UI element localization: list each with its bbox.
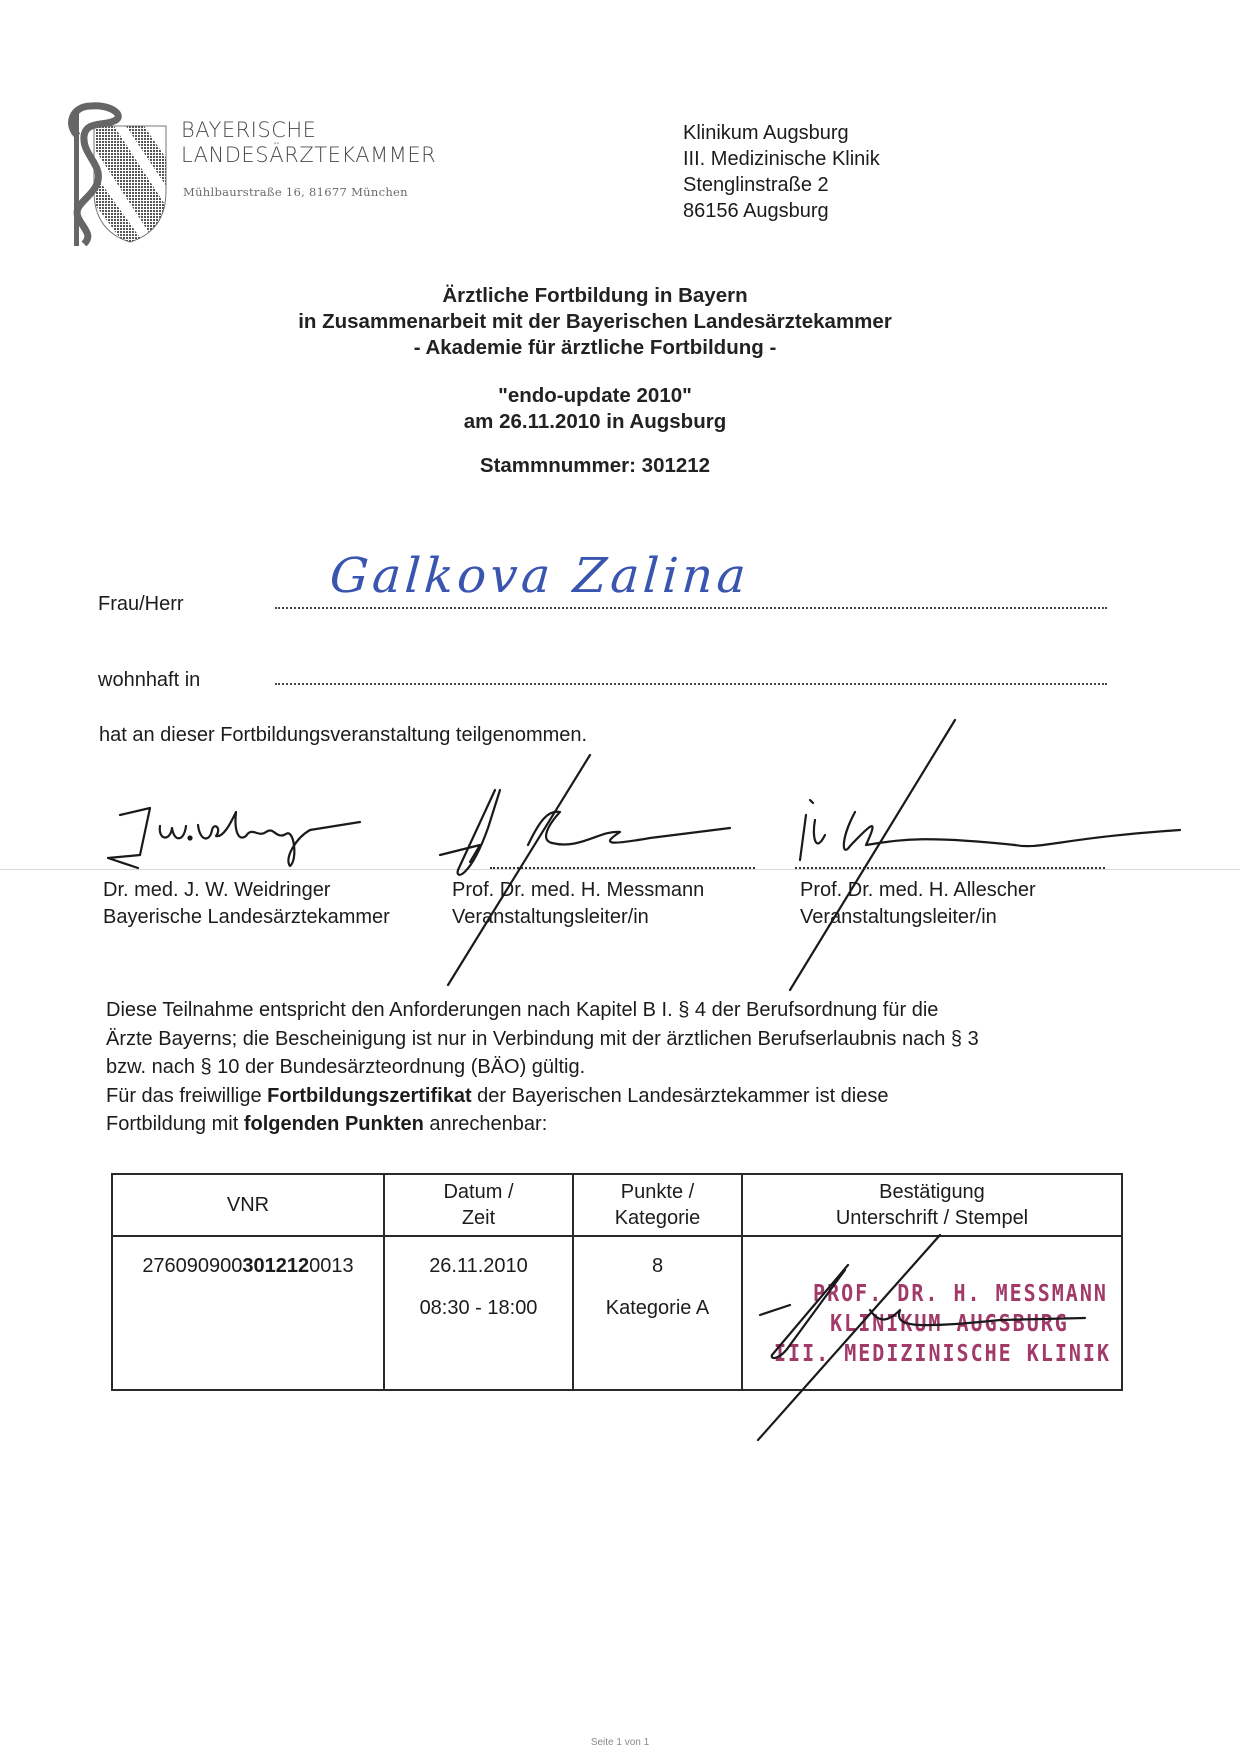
stamp-line: III. MEDIZINISCHE KLINIK xyxy=(774,1338,1111,1367)
header-vnr xyxy=(112,1174,384,1236)
signatory-allescher xyxy=(800,877,1036,931)
title-line: in Zusammenarbeit mit der Bayerischen Landesärztekammer xyxy=(298,310,892,333)
signatory-role: Veranstaltungsleiter/in xyxy=(800,906,997,928)
text: der Bayerischen Landesärztekammer ist diese xyxy=(471,1084,889,1107)
vnr-stammnummer: 301212 xyxy=(242,1255,310,1277)
vnr-part: 27609090 xyxy=(142,1255,232,1277)
vnr-part: 0013 xyxy=(309,1255,354,1277)
recipient-line: III. Medizinische Klinik xyxy=(683,148,880,170)
event-time: 08:30 - 18:00 xyxy=(419,1297,538,1319)
name-label: Frau/Herr xyxy=(98,593,184,615)
title-line: Ärztliche Fortbildung in Bayern xyxy=(442,284,748,307)
scan-artifact-line xyxy=(0,869,1240,870)
signatory-weidringer xyxy=(103,877,390,931)
clinic-stamp xyxy=(760,1278,1111,1368)
stammnummer: Stammnummer: 301212 xyxy=(479,454,711,477)
paragraph-line: Diese Teilnahme entspricht den Anforderungen nach Kapitel B I. § 4 der Berufsordnung für die xyxy=(106,999,939,1021)
recipient-line: Klinikum Augsburg xyxy=(683,122,849,144)
signature-line-allescher xyxy=(795,867,1105,869)
emphasis-text: folgenden Punkten xyxy=(243,1113,424,1135)
event-date-place: am 26.11.2010 in Augsburg xyxy=(463,410,727,433)
chamber-name-line1: BAYERISCHE xyxy=(181,118,317,142)
chamber-logo-icon xyxy=(66,96,176,246)
text: Fortbildung mit xyxy=(106,1113,244,1135)
header-punkte xyxy=(573,1174,742,1236)
header-label: Datum / xyxy=(443,1181,514,1203)
event-date: 26.11.2010 xyxy=(429,1255,528,1277)
recipient-address xyxy=(683,120,880,224)
residence-field-line xyxy=(275,683,1107,685)
header-datum xyxy=(384,1174,573,1236)
points-cell xyxy=(573,1236,742,1390)
certificate-title xyxy=(0,283,1190,479)
header-label: Bestätigung xyxy=(879,1181,985,1203)
points-value: 8 xyxy=(651,1255,664,1277)
header-bestaetigung xyxy=(742,1174,1122,1236)
header-label: VNR xyxy=(226,1194,270,1216)
signatory-messmann xyxy=(452,877,704,931)
name-field-line xyxy=(275,607,1107,609)
chamber-name-line2: LANDESÄRZTEKAMMER xyxy=(181,143,437,167)
recipient-line: Stenglinstraße 2 xyxy=(683,174,829,196)
paragraph-line xyxy=(106,1082,1106,1111)
signature-line-messmann xyxy=(490,867,755,869)
table-header-row xyxy=(112,1174,1122,1236)
page-number: Seite 1 von 1 xyxy=(590,1737,650,1748)
paragraph-line: Ärzte Bayerns; die Bescheinigung ist nur in Verbindung mit der ärztlichen Berufserlaubnis nach § 3 xyxy=(106,1027,979,1050)
category-value: Kategorie A xyxy=(605,1297,710,1319)
header-label: Zeit xyxy=(461,1207,496,1229)
event-name: "endo-update 2010" xyxy=(498,384,692,407)
signature-messmann-icon xyxy=(440,755,730,985)
signatory-role: Veranstaltungsleiter/in xyxy=(452,906,649,928)
vnr-part: 0 xyxy=(231,1255,243,1277)
vnr-cell xyxy=(112,1236,384,1390)
text: anrechenbar: xyxy=(423,1113,548,1135)
text: Für das freiwillige xyxy=(106,1084,268,1107)
participation-statement: hat an dieser Fortbildungsveranstaltung teilgenommen. xyxy=(99,724,588,746)
paragraph-line xyxy=(106,1110,1106,1139)
header-label: Unterschrift / Stempel xyxy=(835,1207,1029,1229)
emphasis-text: Fortbildungszertifikat xyxy=(267,1084,472,1107)
paragraph-line: bzw. nach § 10 der Bundesärzteordnung (BÄO) gültig. xyxy=(106,1056,586,1078)
residence-label: wohnhaft in xyxy=(98,669,201,691)
signatory-name: Dr. med. J. W. Weidringer xyxy=(103,879,331,901)
legal-paragraph xyxy=(106,996,1106,1139)
signatory-name: Prof. Dr. med. H. Allescher xyxy=(800,879,1036,901)
chamber-name xyxy=(181,118,436,168)
stamp-line: PROF. DR. H. MESSMANN xyxy=(813,1279,1108,1307)
signature-allescher-icon xyxy=(790,720,1180,990)
chamber-address: Mühlbaurstraße 16, 81677 München xyxy=(183,185,408,199)
signature-weidringer-icon xyxy=(108,808,360,868)
handwritten-name: Galkova Zalina xyxy=(328,548,752,604)
signatory-name: Prof. Dr. med. H. Messmann xyxy=(452,879,705,901)
recipient-line: 86156 Augsburg xyxy=(683,200,829,222)
header-label: Kategorie xyxy=(614,1207,701,1229)
stamp-line: KLINIKUM AUGSBURG xyxy=(830,1309,1069,1337)
title-line: - Akademie für ärztliche Fortbildung - xyxy=(413,336,777,359)
header-label: Punkte / xyxy=(620,1181,695,1203)
date-time-cell xyxy=(384,1236,573,1390)
signatory-role: Bayerische Landesärztekammer xyxy=(103,906,390,928)
